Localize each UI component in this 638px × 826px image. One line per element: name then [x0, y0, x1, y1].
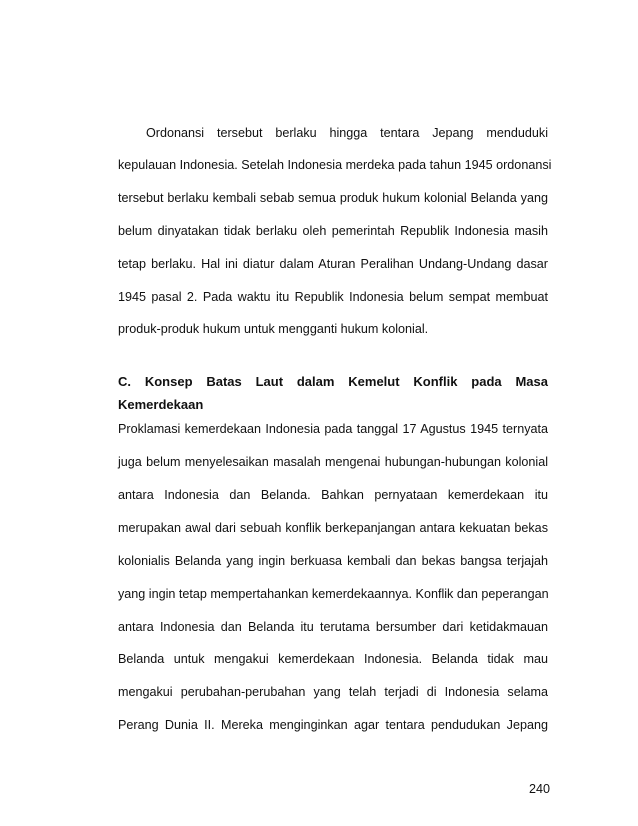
paragraph-line: merupakan awal dari sebuah konflik berkepanjangan antara kekuatan bekas — [118, 521, 548, 535]
paragraph-line: produk-produk hukum untuk mengganti hukum kolonial. — [118, 322, 429, 336]
paragraph-line: Proklamasi kemerdekaan Indonesia pada tanggal 17 Agustus 1945 ternyata — [118, 422, 548, 436]
paragraph-line: tetap berlaku. Hal ini diatur dalam Aturan Peralihan Undang-Undang dasar — [118, 257, 548, 271]
paragraph-line: Ordonansi tersebut berlaku hingga tentara Jepang menduduki — [146, 126, 548, 140]
paragraph-line: juga belum menyelesaikan masalah mengenai hubungan-hubungan kolonial — [118, 455, 548, 469]
paragraph-line: Belanda untuk mengakui kemerdekaan Indonesia. Belanda tidak mau — [118, 652, 548, 666]
page-number: 240 — [528, 782, 550, 796]
paragraph-line: yang ingin tetap mempertahankan kemerdekaannya. Konflik dan peperangan — [118, 587, 549, 601]
paragraph-line: kepulauan Indonesia. Setelah Indonesia merdeka pada tahun 1945 ordonansi — [118, 158, 552, 172]
heading-line: Kemerdekaan — [118, 397, 204, 412]
paragraph-line: antara Indonesia dan Belanda. Bahkan pernyataan kemerdekaan itu — [118, 488, 548, 502]
paragraph-line: Perang Dunia II. Mereka menginginkan agar tentara pendudukan Jepang — [118, 718, 548, 732]
paragraph-line: belum dinyatakan tidak berlaku oleh pemerintah Republik Indonesia masih — [118, 224, 548, 238]
heading-line: C. Konsep Batas Laut dalam Kemelut Konflik pada Masa — [118, 374, 548, 389]
paragraph-line: tersebut berlaku kembali sebab semua produk hukum kolonial Belanda yang — [118, 191, 548, 205]
paragraph-line: antara Indonesia dan Belanda itu terutama bersumber dari ketidakmauan — [118, 620, 548, 634]
paragraph-line: kolonialis Belanda yang ingin berkuasa kembali dan bekas bangsa terjajah — [118, 554, 548, 568]
paragraph-line: mengakui perubahan-perubahan yang telah terjadi di Indonesia selama — [118, 685, 548, 699]
paragraph-line: 1945 pasal 2. Pada waktu itu Republik Indonesia belum sempat membuat — [118, 290, 548, 304]
